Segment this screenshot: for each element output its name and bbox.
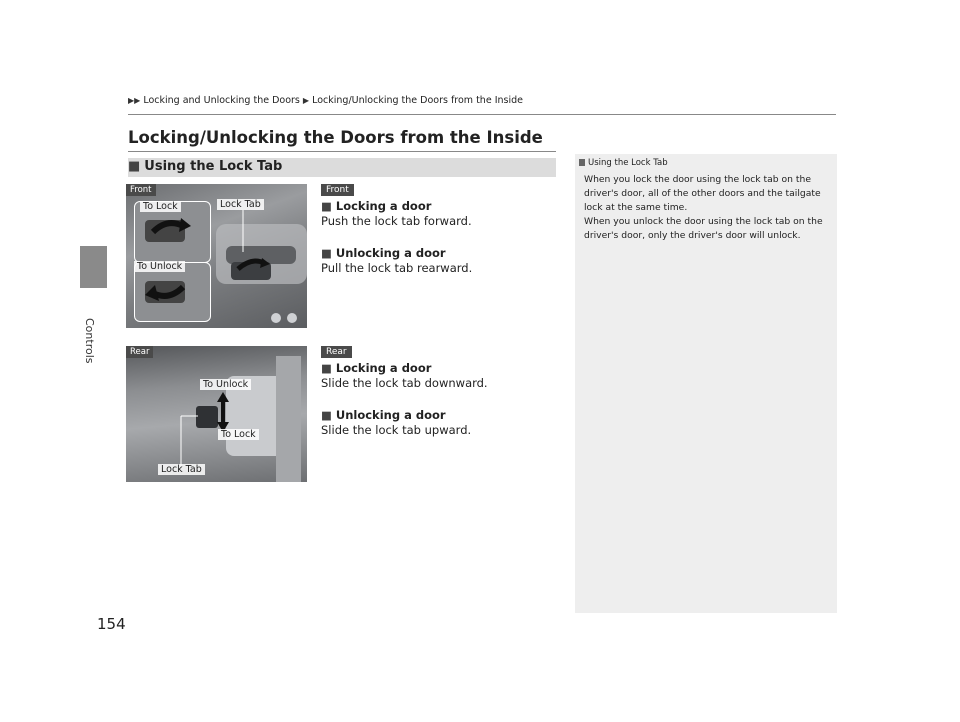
breadcrumb-item[interactable]: Locking/Unlocking the Doors from the Inside — [312, 95, 523, 106]
breadcrumb-arrow-icon: ▶▶ — [128, 96, 141, 105]
front-unlocking-title: ■ Unlocking a door — [321, 246, 446, 260]
breadcrumb-item[interactable]: Locking and Unlocking the Doors — [143, 95, 300, 106]
header-rule — [128, 114, 836, 115]
rear-tag: Rear — [321, 346, 352, 358]
rear-locking-title: ■ Locking a door — [321, 361, 432, 375]
lock-tab-label: Lock Tab — [217, 199, 264, 210]
rear-door-image — [126, 346, 307, 482]
front-image-tag: Front — [126, 184, 156, 196]
note-marker-icon — [579, 159, 585, 166]
square-bullet-icon: ■ — [321, 199, 332, 213]
note-line: When you lock the door using the lock tab on the — [584, 174, 811, 185]
square-bullet-icon: ■ — [321, 246, 332, 260]
breadcrumb — [128, 95, 523, 106]
rear-unlocking-text: Slide the lock tab upward. — [321, 423, 472, 437]
to-unlock-label: To Unlock — [134, 261, 185, 272]
breadcrumb-arrow-icon: ▶ — [302, 96, 310, 105]
square-bullet-icon: ■ — [128, 159, 141, 174]
front-locking-text: Push the lock tab forward. — [321, 214, 472, 228]
rear-unlocking-title: ■ Unlocking a door — [321, 408, 446, 422]
to-lock-label: To Lock — [140, 201, 181, 212]
chapter-label: Controls — [83, 318, 96, 364]
rear-door-illustration — [126, 346, 307, 482]
rear-image-tag: Rear — [126, 346, 153, 358]
page-number: 154 — [97, 615, 126, 633]
note-line: driver's door, all of the other doors and the tailgate — [584, 188, 821, 199]
chapter-tab — [80, 246, 107, 288]
front-locking-title: ■ Locking a door — [321, 199, 432, 213]
note-line: driver's door, only the driver's door will unlock. — [584, 230, 801, 241]
page-title: Locking/Unlocking the Doors from the Inside — [128, 128, 543, 147]
square-bullet-icon: ■ — [321, 361, 332, 375]
note-line: lock at the same time. — [584, 202, 688, 213]
section-title: ■ Using the Lock Tab — [128, 159, 283, 174]
lock-tab-label: Lock Tab — [158, 464, 205, 475]
note-line: When you unlock the door using the lock tab on the — [584, 216, 823, 227]
front-tag: Front — [321, 184, 354, 196]
front-door-image — [126, 184, 307, 328]
rear-locking-text: Slide the lock tab downward. — [321, 376, 488, 390]
to-unlock-label: To Unlock — [200, 379, 251, 390]
title-rule — [128, 151, 556, 152]
to-lock-label: To Lock — [218, 429, 259, 440]
square-bullet-icon: ■ — [321, 408, 332, 422]
note-title: Using the Lock Tab — [579, 158, 668, 168]
front-unlocking-text: Pull the lock tab rearward. — [321, 261, 473, 275]
